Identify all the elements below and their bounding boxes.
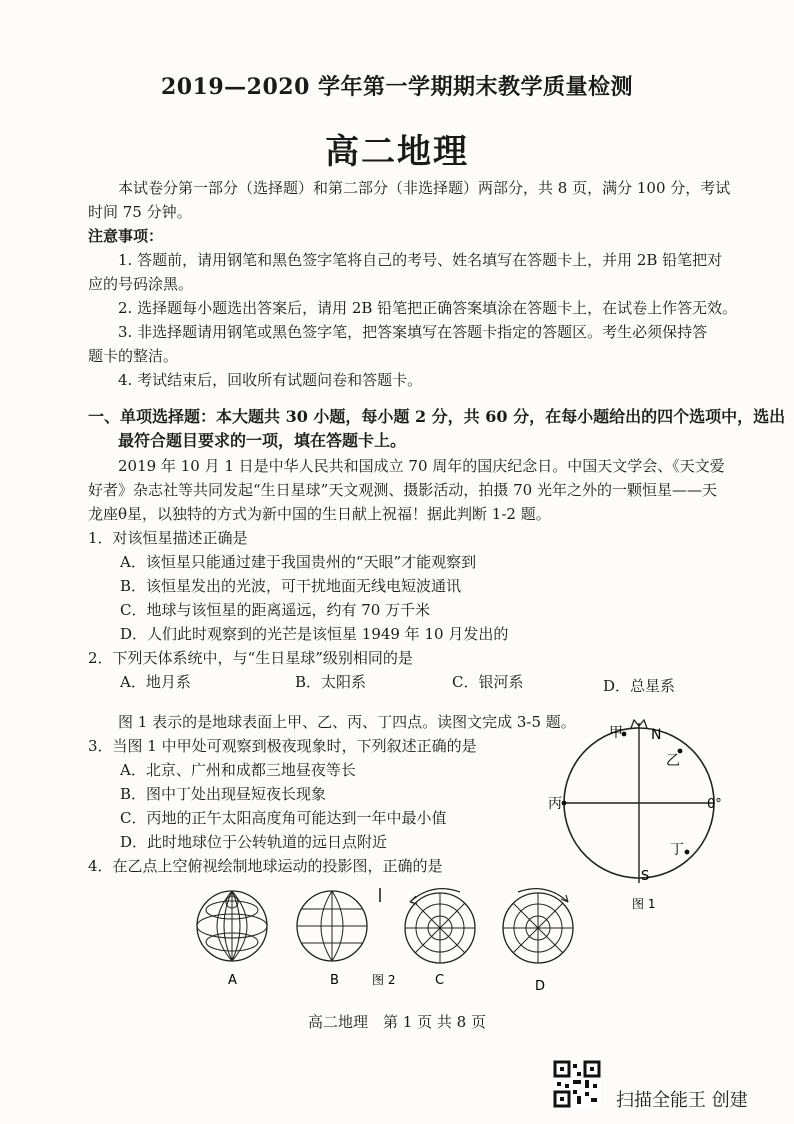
note-4: 4. 考试结束后，回收所有试题问卷和答题卡。 (118, 371, 423, 389)
q1-stem: 1．对该恒星描述正确是 (88, 529, 248, 547)
passage-line-3: 龙座θ星，以独特的方式为新中国的生日献上祝福！据此判断 1-2 题。 (88, 505, 551, 523)
projection-a (197, 891, 267, 961)
figure2-label-b: B (330, 973, 339, 988)
q1-option-c: C．地球与该恒星的距离遥远，约有 70 万千米 (120, 601, 431, 619)
section-heading-line-1: 一、单项选择题：本大题共 30 小题，每小题 2 分，共 60 分，在每小题给出的四个选项中，选出 (88, 407, 786, 426)
passage-line-2: 好者》杂志社等共同发起“生日星球”天文观测、摄影活动，拍摄 70 光年之外的一颗恒星——天 (88, 481, 717, 499)
label-zero-degree: 0° (707, 797, 722, 812)
note-2: 2. 选择题每小题选出答案后，请用 2B 铅笔把正确答案填涂在答题卡上，在试卷上作答无效。 (118, 299, 738, 317)
label-bing: 丙 (548, 796, 562, 812)
q1-option-a: A．该恒星只能通过建于我国贵州的“天眼”才能观察到 (120, 553, 477, 571)
page-footer: 高二地理 第 1 页 共 8 页 (308, 1013, 486, 1031)
subject-title: 高二地理 (325, 132, 469, 172)
note-1b: 应的号码涂黑。 (88, 275, 194, 293)
q3-option-b: B．图中丁处出现昼短夜长现象 (120, 785, 327, 803)
passage-line-1: 2019 年 10 月 1 日是中华人民共和国成立 70 周年的国庆纪念日。中国天文学会、《天文爱 (118, 457, 725, 475)
q2-option-c: C．银河系 (452, 673, 524, 691)
intro-line-2: 时间 75 分钟。 (88, 203, 192, 221)
projection-c (405, 889, 475, 963)
scanner-watermark: 扫描全能王 创建 (616, 1090, 748, 1111)
q3-option-d: D．此时地球位于公转轨道的远日点附近 (120, 833, 388, 851)
figure2-caption: 图 2 (372, 973, 396, 987)
intro-line-1: 本试卷分第一部分（选择题）和第二部分（非选择题）两部分，共 8 页，满分 100 分，考试 (118, 179, 731, 197)
figure2-label-c: C (435, 973, 445, 988)
projection-b (297, 888, 380, 961)
q2-option-d: D．总星系 (603, 677, 676, 695)
q4-stem: 4．在乙点上空俯视绘制地球运动的投影图，正确的是 (88, 857, 443, 875)
label-ding: 丁 (670, 842, 684, 858)
note-1a: 1. 答题前，请用钢笔和黑色签字笔将自己的考号、姓名填写在答题卡上，并用 2B 铅笔把对 (118, 251, 723, 269)
point-ding-dot (685, 850, 690, 855)
note-3b: 题卡的整洁。 (88, 347, 179, 365)
figure2-projections (180, 884, 590, 994)
q1-option-d: D．人们此时观察到的光芒是该恒星 1949 年 10 月发出的 (120, 625, 509, 643)
figure1-caption: 图 1 (632, 897, 656, 911)
label-jia: 甲 (609, 725, 623, 741)
section-heading-line-2: 最符合题目要求的一项，填在答题卡上。 (118, 431, 407, 450)
q2-option-b: B．太阳系 (295, 673, 367, 691)
q3-option-c: C．丙地的正午太阳高度角可能达到一年中最小值 (120, 809, 447, 827)
notes-heading: 注意事项： (88, 227, 164, 245)
q3-option-a: A．北京、广州和成都三地昼夜等长 (120, 761, 356, 779)
label-yi: 乙 (666, 753, 680, 769)
qr-code-icon (553, 1060, 601, 1108)
figure2-label-a: A (228, 973, 237, 988)
figure1-intro: 图 1 表示的是地球表面上甲、乙、丙、丁四点。读图文完成 3-5 题。 (118, 713, 576, 731)
note-3a: 3. 非选择题请用钢笔或黑色签字笔，把答案填写在答题卡指定的答题区。考生必须保持答 (118, 323, 708, 341)
label-s: S (641, 869, 650, 884)
point-bing-dot (562, 801, 567, 806)
q2-option-a: A．地月系 (120, 673, 191, 691)
q3-stem: 3．当图 1 中甲处可观察到极夜现象时，下列叙述正确的是 (88, 737, 477, 755)
q2-stem: 2．下列天体系统中，与“生日星球”级别相同的是 (88, 649, 413, 667)
figure2-label-d: D (535, 979, 546, 994)
label-n: N (651, 727, 662, 743)
q1-option-b: B．该恒星发出的光波，可干扰地面无线电短波通讯 (120, 577, 462, 595)
exam-title: 2019—2020 学年第一学期期末教学质量检测 (160, 74, 634, 100)
projection-d (503, 889, 573, 963)
